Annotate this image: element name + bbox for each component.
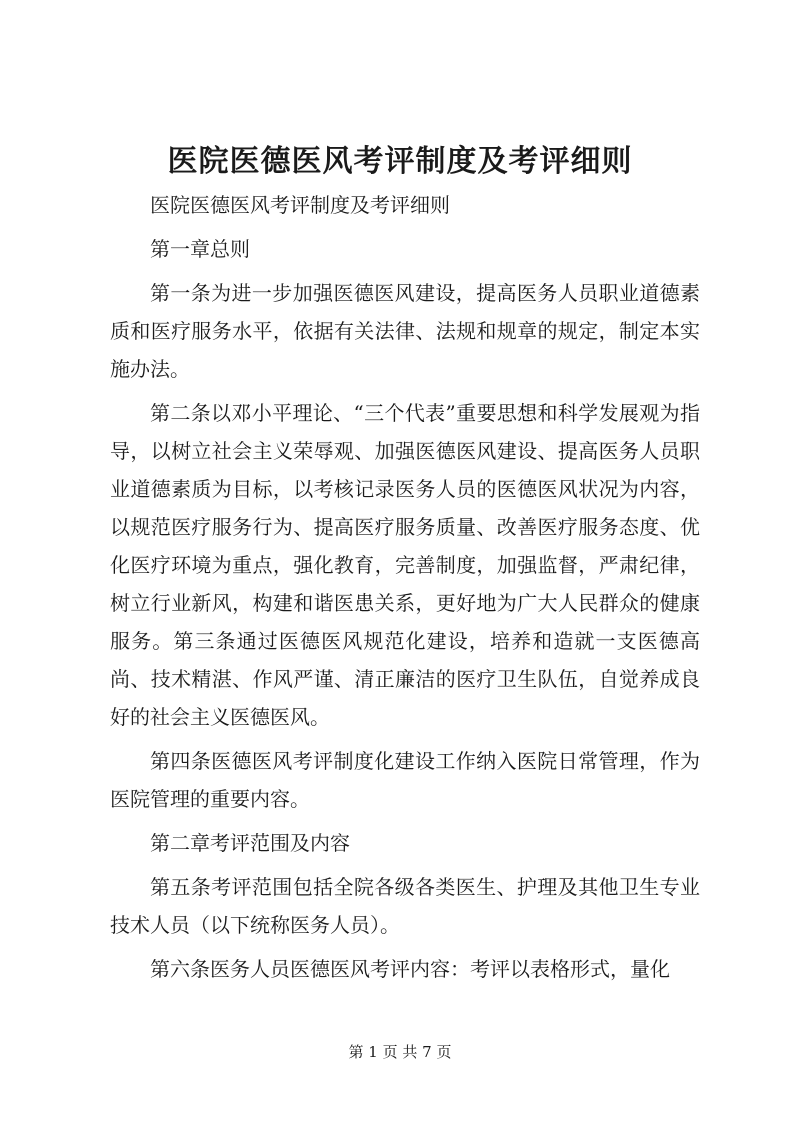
document-body xyxy=(110,186,700,994)
document-title: 医院医德医风考评制度及考评细则 xyxy=(167,144,633,179)
paragraph-article-2-3: 第二条以邓小平理论、“三个代表”重要思想和科学发展观为指导，以树立社会主义荣辱观、加强医德医风建设、提高医务人员职业道德素质为目标，以考核记录医务人员的医德医风状况为内容，以规范医疗服务行为、提高医疗服务质量、改善医疗服务态度、优化医疗环境为重点，强化教育，完善制度，加强监督，严肃纪律，树立行业新风，构建和谐医患关系，更好地为广大人民群众的健康服务。第三条通过医德医风规范化建设，培养和造就一支医德高尚、技术精湛、作风严谨、清正廉洁的医疗卫生队伍，自觉养成良好的社会主义医德医风。 xyxy=(110,401,700,729)
page-number-footer: 第 1 页 共 7 页 xyxy=(348,1043,452,1061)
paragraph-chapter-1: 第一章总则 xyxy=(150,237,250,261)
paragraph-article-6: 第六条医务人员医德医风考评内容：考评以表格形式，量化 xyxy=(150,957,670,981)
paragraph-article-5: 第五条考评范围包括全院各级各类医生、护理及其他卫生专业技术人员（以下统称医务人员）。 xyxy=(110,875,700,937)
paragraph-chapter-2: 第二章考评范围及内容 xyxy=(150,831,350,855)
paragraph-article-4: 第四条医德医风考评制度化建设工作纳入医院日常管理，作为医院管理的重要内容。 xyxy=(110,749,700,811)
paragraph-subtitle: 医院医德医风考评制度及考评细则 xyxy=(150,193,450,217)
paragraph-article-1: 第一条为进一步加强医德医风建设，提高医务人员职业道德素质和医疗服务水平，依据有关法律、法规和规章的规定，制定本实施办法。 xyxy=(110,281,700,381)
